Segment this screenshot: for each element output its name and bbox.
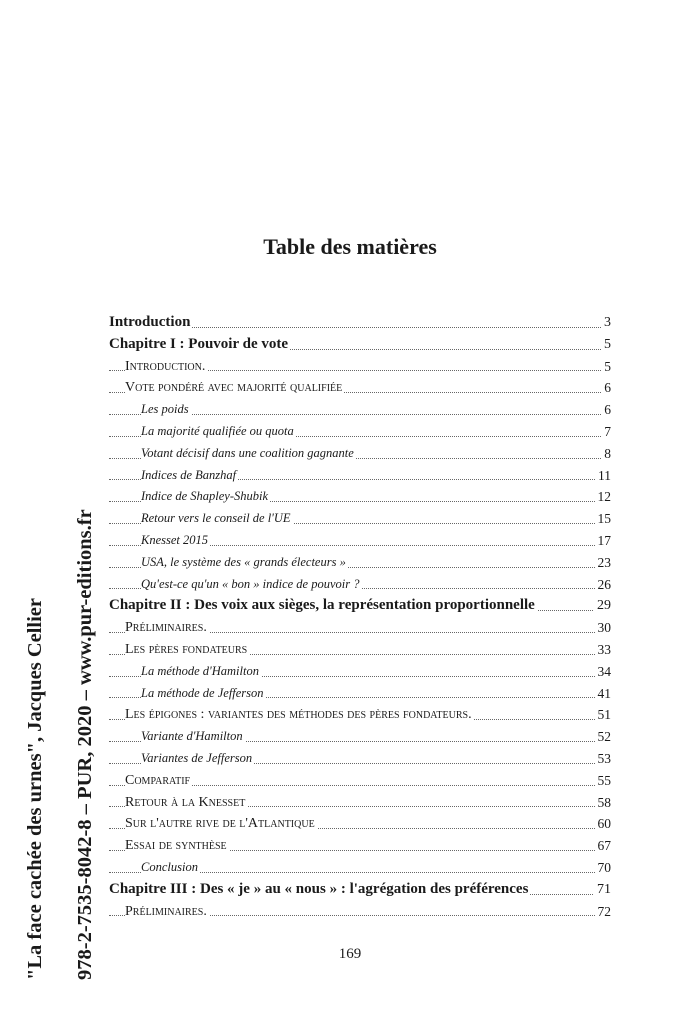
toc-entry-label: Chapitre II : Des voix aux sièges, la représentation proportionnelle (109, 597, 535, 614)
toc-entry-page: 23 (595, 552, 612, 574)
toc-entry (109, 726, 611, 748)
toc-entry (109, 421, 611, 443)
toc-entry (109, 661, 611, 683)
toc-entry (109, 857, 611, 879)
toc-entry-label: Introduction. (125, 358, 206, 374)
toc-entry (109, 443, 611, 465)
toc-entry-label: Votant décisif dans une coalition gagnante (141, 445, 354, 460)
toc-entry-page: 53 (595, 748, 612, 770)
table-of-contents (109, 312, 611, 922)
toc-entry-label: Les poids (141, 402, 189, 417)
toc-entry-label: Variante d'Hamilton (141, 729, 243, 744)
toc-entry-label: La méthode d'Hamilton (141, 663, 259, 678)
toc-entry-page: 3 (601, 312, 611, 334)
toc-entry-page: 8 (601, 443, 611, 465)
toc-entry-label: Qu'est-ce qu'un « bon » indice de pouvoir ? (141, 576, 360, 591)
toc-entry (109, 574, 611, 596)
toc-entry (109, 334, 611, 356)
toc-entry-page: 67 (595, 835, 612, 857)
toc-entry-label: Retour à la Knesset (125, 794, 246, 810)
toc-entry-label: Préliminaires. (125, 620, 207, 636)
toc-entry (109, 530, 611, 552)
toc-entry-label: La majorité qualifiée ou quota (141, 423, 294, 438)
toc-entry-page: 30 (595, 617, 612, 639)
toc-entry (109, 901, 611, 923)
toc-entry-page: 58 (595, 792, 612, 814)
toc-entry (109, 552, 611, 574)
toc-entry (109, 486, 611, 508)
toc-entry-page: 12 (595, 486, 612, 508)
toc-entry-label: Comparatif (125, 772, 191, 788)
toc-entry (109, 639, 611, 661)
toc-entry (109, 356, 611, 378)
toc-entry-label: Conclusion (141, 859, 198, 874)
toc-entry-page: 72 (595, 901, 612, 923)
toc-entry-page: 51 (595, 704, 612, 726)
toc-entry-label: Chapitre I : Pouvoir de vote (109, 335, 289, 352)
side-citation-line-2: 978-2-7535-8042-8 – PUR, 2020 – www.pur-editions.fr (74, 509, 96, 980)
toc-entry-page: 70 (595, 857, 612, 879)
toc-entry-page: 5 (601, 334, 611, 356)
toc-entry (109, 879, 611, 901)
toc-entry-page: 17 (595, 530, 612, 552)
page-number: 169 (338, 946, 362, 962)
toc-entry-label: Indice de Shapley-Shubik (141, 489, 269, 504)
toc-entry (109, 377, 611, 399)
side-citation (10, 440, 110, 980)
toc-entry-label: Vote pondéré avec majorité qualifiée (125, 380, 343, 396)
toc-entry-label: USA, le système des « grands électeurs » (141, 554, 346, 569)
toc-entry-page: 6 (601, 399, 611, 421)
toc-entry-page: 29 (594, 595, 611, 617)
toc-entry-page: 33 (595, 639, 612, 661)
toc-entry (109, 683, 611, 705)
toc-entry-label: Les pères fondateurs (125, 641, 248, 657)
toc-entry-label: Préliminaires. (125, 903, 207, 919)
toc-entry (109, 312, 611, 334)
toc-entry-page: 15 (595, 508, 612, 530)
toc-entry-label: Essai de synthèse (125, 838, 227, 854)
toc-entry (109, 399, 611, 421)
toc-entry-page: 34 (595, 661, 612, 683)
toc-entry-page: 6 (601, 377, 611, 399)
toc-entry-page: 55 (595, 770, 612, 792)
toc-entry-label: Knesset 2015 (141, 532, 209, 547)
toc-entry-page: 26 (595, 574, 612, 596)
toc-entry (109, 748, 611, 770)
toc-entry (109, 813, 611, 835)
toc-entry-label: Chapitre III : Des « je » au « nous » : l'agrégation des préférences (109, 880, 529, 897)
toc-entry (109, 595, 611, 617)
toc-entry (109, 508, 611, 530)
toc-entry (109, 465, 611, 487)
toc-entry (109, 770, 611, 792)
page-title: Table des matières (263, 234, 437, 259)
side-citation-line-1: "La face cachée des urnes", Jacques Cellier (24, 597, 46, 980)
toc-entry-page: 7 (601, 421, 611, 443)
toc-entry-label: Retour vers le conseil de l'UE (141, 511, 291, 526)
toc-entry-page: 5 (601, 356, 611, 378)
toc-entry-label: Indices de Banzhaf (141, 467, 237, 482)
toc-entry-label: Variantes de Jefferson (141, 750, 253, 765)
toc-entry (109, 704, 611, 726)
toc-entry (109, 835, 611, 857)
toc-entry-label: La méthode de Jefferson (141, 685, 264, 700)
toc-entry (109, 617, 611, 639)
toc-entry-page: 11 (595, 465, 611, 487)
toc-entry-label: Les épigones : variantes des méthodes des pères fondateurs. (125, 707, 472, 723)
toc-entry-label: Sur l'autre rive de l'Atlantique (125, 816, 315, 832)
toc-entry-page: 52 (595, 726, 612, 748)
toc-entry-label: Introduction (109, 314, 191, 330)
toc-entry-page: 41 (595, 683, 612, 705)
toc-entry (109, 792, 611, 814)
toc-entry-page: 60 (595, 813, 612, 835)
toc-entry-page: 71 (594, 879, 611, 901)
